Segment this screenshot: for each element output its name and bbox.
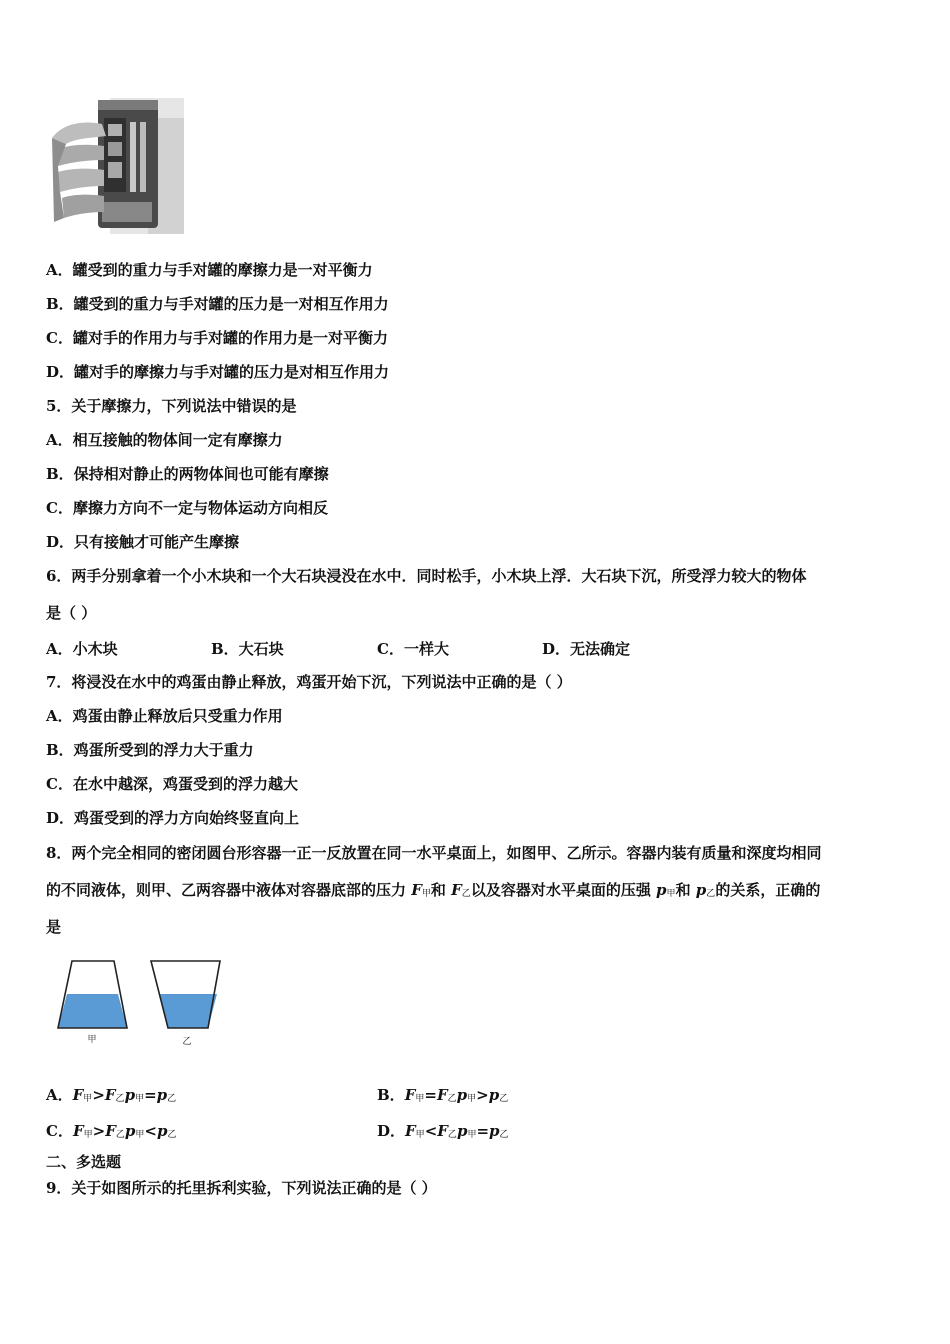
q8-option-c: C．F甲>F乙p甲<p乙 [46,1122,177,1140]
symbol-p: p [656,881,667,899]
q6-option-c: C．一样大 [377,640,449,658]
q8-option-a: A．F甲>F乙p甲=p乙 [46,1086,177,1104]
q8-stem-line3: 是 [46,918,62,936]
q7-option-a: A．鸡蛋由静止释放后只受重力作用 [46,707,283,725]
containers-figure [56,958,226,1050]
figure-label-jia: 甲 [87,1035,97,1045]
q9-stem: 9．关于如图所示的托里拆利实验，下列说法正确的是（ ） [46,1179,437,1197]
q7-stem: 7．将浸没在水中的鸡蛋由静止释放，鸡蛋开始下沉，下列说法中正确的是（ ） [46,673,572,691]
figure-label-yi: 乙 [182,1037,192,1047]
q8-option-b: B．F甲=F乙p甲>p乙 [377,1086,509,1104]
q7-option-d: D．鸡蛋受到的浮力方向始终竖直向上 [46,809,300,827]
q6-option-a: A．小木块 [46,640,118,658]
q8-option-d: D．F甲<F乙p甲=p乙 [377,1122,509,1140]
q6-option-d: D．无法确定 [542,640,631,658]
section-title-multiple-choice: 二、多选题 [46,1153,122,1171]
symbol-F: F [411,881,422,899]
q7-option-c: C．在水中越深，鸡蛋受到的浮力越大 [46,775,298,793]
q4-option-b: B．罐受到的重力与手对罐的压力是一对相互作用力 [46,295,389,313]
q6-stem-line2: 是（ ） [46,604,97,622]
container-jia-liquid [58,994,127,1028]
q4-option-d: D．罐对手的摩擦力与手对罐的压力是对相互作用力 [46,363,390,381]
q7-option-b: B．鸡蛋所受到的浮力大于重力 [46,741,254,759]
q4-option-c: C．罐对手的作用力与手对罐的作用力是一对平衡力 [46,329,388,347]
q5-option-a: A．相互接触的物体间一定有摩擦力 [46,431,283,449]
q6-option-b: B．大石块 [211,640,284,658]
q8-stem-line2: 的不同液体，则甲、乙两容器中液体对容器底部的压力 F甲和 F乙以及容器对水平桌面的压强 p甲和 p乙的关系，正确的 [46,881,821,899]
q5-option-c: C．摩擦力方向不一定与物体运动方向相反 [46,499,328,517]
q5-option-b: B．保持相对静止的两物体间也可能有摩擦 [46,465,329,483]
q5-option-d: D．只有接触才可能产生摩擦 [46,533,240,551]
q4-option-a: A．罐受到的重力与手对罐的摩擦力是一对平衡力 [46,261,373,279]
hand-holding-can-photo [52,98,184,234]
q8-stem-line1: 8．两个完全相同的密闭圆台形容器一正一反放置在同一水平桌面上，如图甲、乙所示。容器内装有质量和深度均相同 [46,844,822,862]
q6-stem-line1: 6．两手分别拿着一个小木块和一个大石块浸没在水中．同时松手，小木块上浮．大石块下沉，所受浮力较大的物体 [46,567,807,585]
q5-stem: 5．关于摩擦力，下列说法中错误的是 [46,397,297,415]
